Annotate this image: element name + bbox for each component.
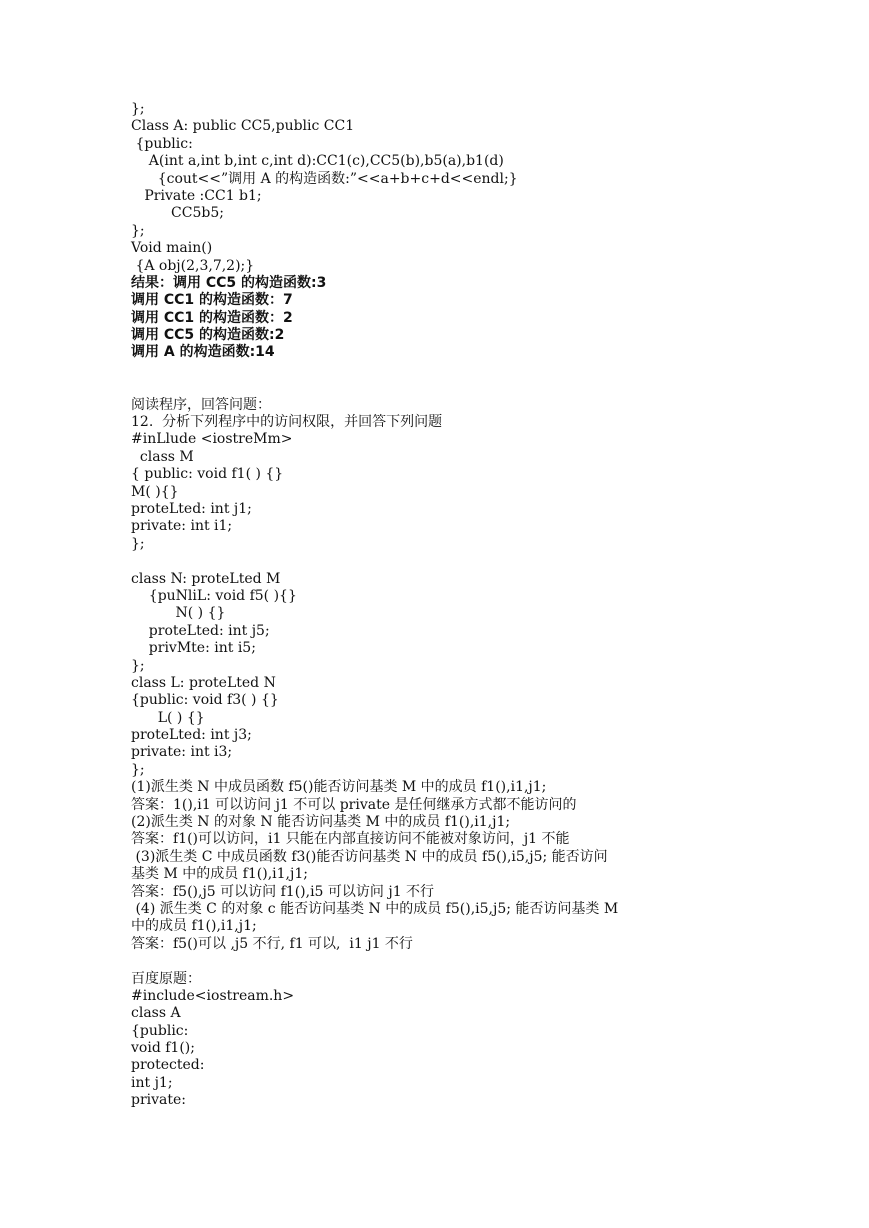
code-line: proteLted: int j3; <box>131 727 252 744</box>
code-block-inheritance <box>131 431 851 779</box>
section-heading: 百度原题： <box>131 970 201 987</box>
code-line: #inLlude <iostreMm> <box>131 431 293 448</box>
code-line: }; <box>131 761 145 778</box>
code-line: private: int i1; <box>131 518 233 535</box>
code-line: A(int a,int b,int c,int d):CC1(c),CC5(b),b5(a),b1(d) <box>131 153 504 170</box>
code-line: }; <box>131 222 145 239</box>
code-line: N( ) {} <box>131 605 226 622</box>
code-line: private: <box>131 1092 187 1109</box>
code-line: }; <box>131 535 145 552</box>
code-block-class-a <box>131 101 851 275</box>
code-line: private: int i3; <box>131 744 233 761</box>
blank-line <box>131 379 851 396</box>
blank-line <box>131 362 851 379</box>
qa-line: 答案：f5()可以 ,j5 不行, f1 可以, i1 j1 不行 <box>131 935 413 952</box>
code-line: void f1(); <box>131 1040 195 1057</box>
result-line: 调用 CC1 的构造函数：7 <box>131 292 293 309</box>
code-line: { public: void f1( ) {} <box>131 466 284 483</box>
code-line: proteLted: int j5; <box>131 622 270 639</box>
result-line: 调用 CC5 的构造函数:2 <box>131 327 285 344</box>
qa-line: 基类 M 中的成员 f1(),i1,j1; <box>131 866 308 883</box>
code-line: Private :CC1 b1; <box>131 187 262 204</box>
qa-line: (1)派生类 N 中成员函数 f5()能否访问基类 M 中的成员 f1(),i1,j1; <box>131 779 547 796</box>
code-line: {public: <box>131 135 193 152</box>
code-line: }; <box>131 101 145 117</box>
code-line: int j1; <box>131 1074 173 1091</box>
qa-line: 答案：f1()可以访问，i1 只能在内部直接访问不能被对象访问，j1 不能 <box>131 831 570 848</box>
result-line: 调用 CC1 的构造函数：2 <box>131 309 293 326</box>
code-block-original <box>131 988 851 1110</box>
code-line: class N: proteLted M <box>131 570 281 587</box>
blank-line <box>131 953 851 970</box>
result-line: 结果：调用 CC5 的构造函数:3 <box>131 274 327 291</box>
code-line: class A <box>131 1005 181 1022</box>
code-line: {cout<<”调用 A 的构造函数:”<<a+b+c+d<<endl;} <box>131 170 518 187</box>
code-line: L( ) {} <box>131 709 205 726</box>
qa-line: (4) 派生类 C 的对象 c 能否访问基类 N 中的成员 f5(),i5,j5; 能否访问基类 M <box>131 900 619 917</box>
code-line: protected: <box>131 1057 205 1074</box>
code-line: #include<iostream.h> <box>131 987 295 1004</box>
code-line: }; <box>131 657 145 674</box>
code-line: proteLted: int j1; <box>131 500 252 517</box>
code-line: {puNliL: void f5( ){} <box>131 587 297 604</box>
question-title: 12. 分析下列程序中的访问权限，并回答下列问题 <box>131 414 443 431</box>
code-line <box>131 553 851 570</box>
code-line: {public: <box>131 1022 189 1039</box>
qa-line: 答案：1(),i1 可以访问 j1 不可以 private 是任何继承方式都不能访问的 <box>131 796 577 813</box>
code-line: Void main() <box>131 240 213 257</box>
code-line: Class A: public CC5,public CC1 <box>131 118 355 135</box>
qa-line: (2)派生类 N 的对象 N 能否访问基类 M 中的成员 f1(),i1,j1; <box>131 814 511 831</box>
code-line: CC5b5; <box>131 205 224 222</box>
qa-line: 答案：f5(),j5 可以访问 f1(),i5 可以访问 j1 不行 <box>131 883 435 900</box>
code-line: {public: void f3( ) {} <box>131 692 279 709</box>
qa-block <box>131 779 851 953</box>
section-heading: 阅读程序，回答问题： <box>131 396 271 413</box>
code-line: privMte: int i5; <box>131 640 256 657</box>
code-line: class M <box>131 448 194 465</box>
code-line: M( ){} <box>131 483 179 500</box>
code-line: class L: proteLted N <box>131 674 276 691</box>
result-line: 调用 A 的构造函数:14 <box>131 344 275 361</box>
result-block <box>131 275 851 362</box>
qa-line: (3)派生类 C 中成员函数 f3()能否访问基类 N 中的成员 f5(),i5,j5; 能否访问 <box>131 848 608 865</box>
qa-line: 中的成员 f1(),i1,j1; <box>131 918 257 935</box>
document-body <box>131 101 851 1110</box>
code-line: {A obj(2,3,7,2);} <box>131 257 255 274</box>
